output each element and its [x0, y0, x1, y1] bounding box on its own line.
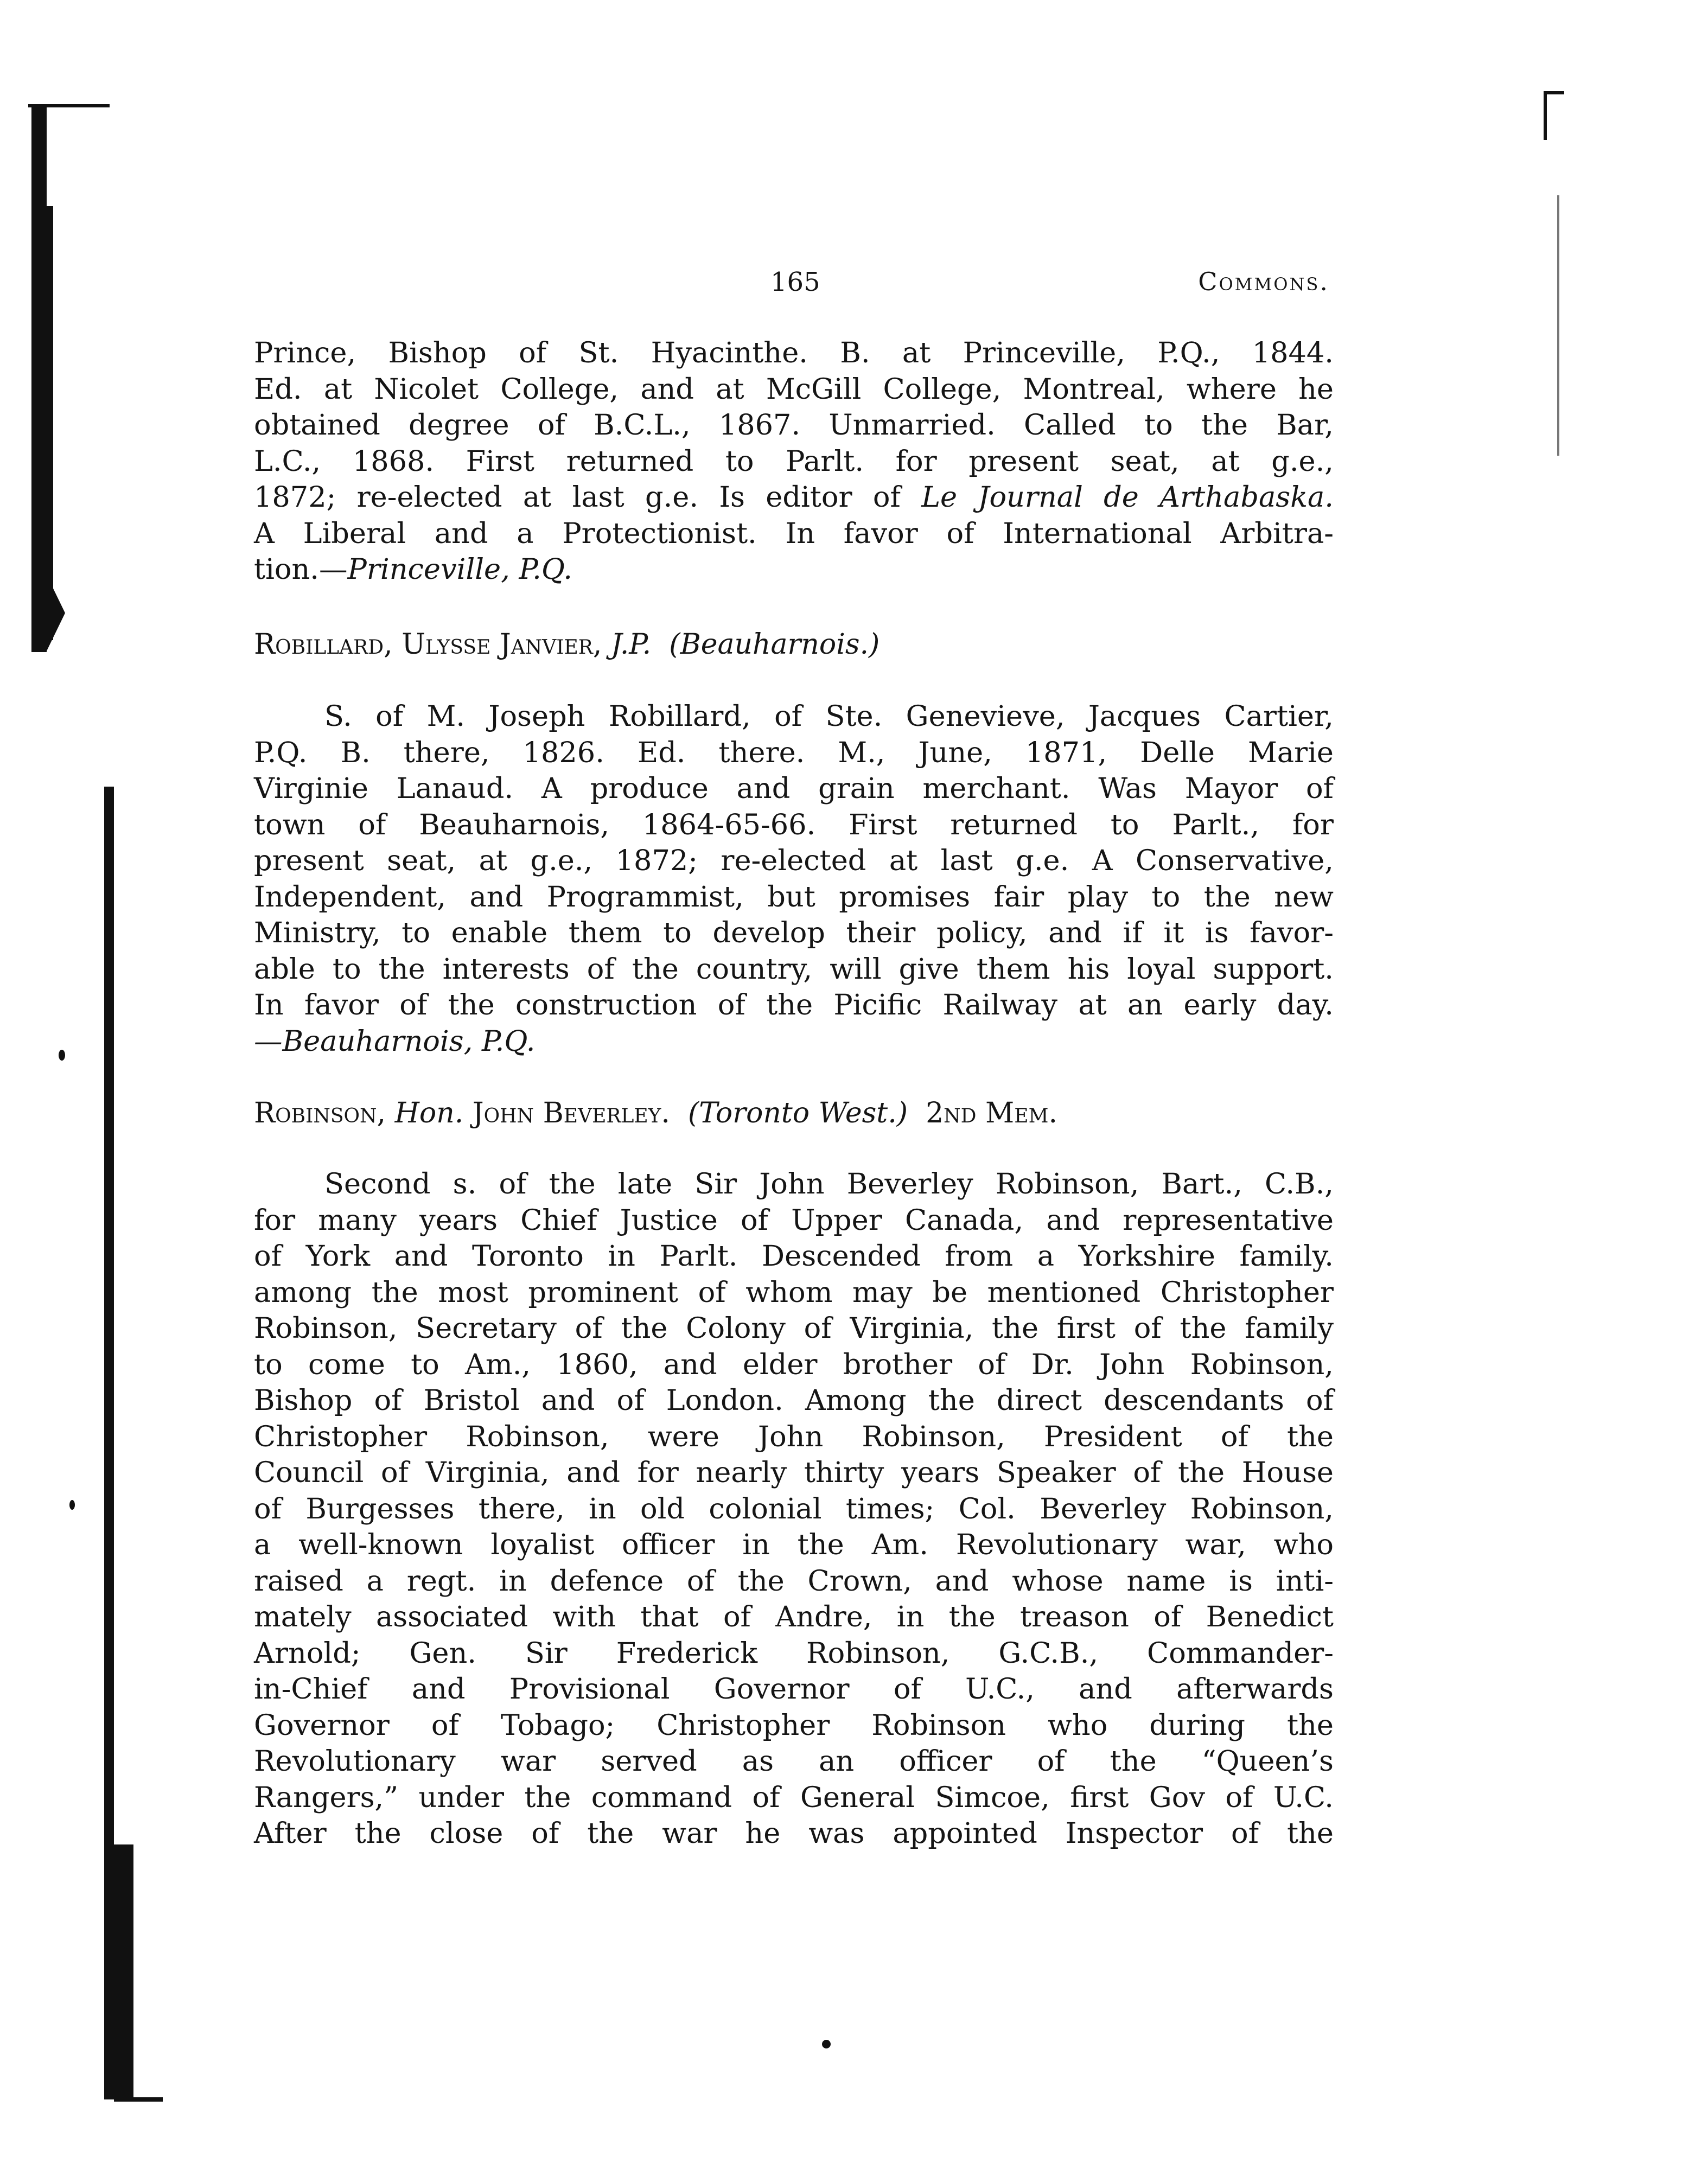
given-names: John Beverley. — [472, 1097, 670, 1129]
text-line: S. of M. Joseph Robillard, of Ste. Genevieve, Jacques Cartier, — [324, 700, 1334, 733]
scan-edge-mark — [1544, 91, 1547, 140]
text-line: Arnold; Gen. Sir Frederick Robinson, G.C.B., Commander- — [254, 1636, 1334, 1670]
text-run: 1872; re-elected at last g.e. Is editor of — [254, 481, 901, 514]
text-line: Bishop of Bristol and of London. Among the direct descendants of — [254, 1384, 1334, 1417]
scan-edge-mark — [31, 104, 47, 652]
scan-edge-mark — [114, 2097, 163, 2102]
member-note: 2nd Mem. — [926, 1097, 1057, 1129]
text-line: mately associated with that of Andre, in the treason of Benedict — [254, 1600, 1334, 1633]
text-line: Revolutionary war served as an officer of the “Queen’s — [254, 1745, 1334, 1778]
title: Hon. — [394, 1097, 464, 1129]
address: Princeville, P.Q. — [347, 553, 572, 586]
text-line: Independent, and Programmist, but promises fair play to the new — [254, 880, 1334, 914]
scan-speck — [69, 1500, 75, 1510]
text-line: in-Chief and Provisional Governor of U.C., and afterwards — [254, 1673, 1334, 1706]
page-number: 165 — [770, 267, 820, 297]
constituency: (Toronto West.) — [688, 1097, 908, 1129]
text-line: P.Q. B. there, 1826. Ed. there. M., June, 1871, Delle Marie — [254, 736, 1334, 769]
text-line: present seat, at g.e., 1872; re-elected at last g.e. A Conservative, — [254, 844, 1334, 877]
entry-robinson — [254, 1166, 1334, 1852]
text-line: raised a regt. in defence of the Crown, and whose name is inti- — [254, 1564, 1334, 1598]
entry-heading-robillard — [254, 628, 880, 661]
text-line: Ministry, to enable them to develop their policy, and if it is favor- — [254, 916, 1334, 949]
running-head: Commons. — [1198, 267, 1329, 296]
text-line: able to the interests of the country, will give them his loyal support. — [254, 952, 1334, 986]
text-line: to come to Am., 1860, and elder brother of Dr. John Robinson, — [254, 1348, 1334, 1381]
entry-continued — [254, 335, 1334, 588]
scan-speck — [59, 1050, 65, 1061]
text-line: Prince, Bishop of St. Hyacinthe. B. at Princeville, P.Q., 1844. — [254, 336, 1334, 369]
text-line: Council of Virginia, and for nearly thirty years Speaker of the House — [254, 1456, 1334, 1489]
text-line: Virginie Lanaud. A produce and grain merchant. Was Mayor of — [254, 772, 1334, 805]
text-line: Christopher Robinson, were John Robinson, President of the — [254, 1420, 1334, 1453]
scan-speck — [822, 2040, 831, 2048]
text-line: Rangers,” under the command of General Simcoe, first Gov of U.C. — [254, 1780, 1334, 1814]
text-line: Second s. of the late Sir John Beverley Robinson, Bart., C.B., — [324, 1167, 1334, 1201]
text-line: Robinson, Secretary of the Colony of Virginia, the first of the family — [254, 1312, 1334, 1345]
text-line: of York and Toronto in Parlt. Descended from a Yorkshire family. — [254, 1240, 1334, 1273]
text-line: of Burgesses there, in old colonial times; Col. Beverley Robinson, — [254, 1492, 1334, 1525]
text-line: town of Beauharnois, 1864-65-66. First returned to Parlt., for — [254, 808, 1334, 841]
scan-edge-mark — [104, 787, 114, 2099]
journal-title: Le Journal de Arthabaska. — [921, 481, 1334, 514]
constituency: (Beauharnois.) — [669, 628, 880, 661]
page-header — [255, 267, 1329, 299]
text-line: A Liberal and a Protectionist. In favor of International Arbitra- — [254, 516, 1334, 550]
surname: Robillard, — [254, 628, 393, 661]
text-line: L.C., 1868. First returned to Parlt. for present seat, at g.e., — [254, 444, 1334, 478]
text-line — [254, 480, 1334, 516]
text-line: After the close of the war he was appointed Inspector of the — [254, 1817, 1334, 1850]
entry-heading-robinson — [254, 1097, 1057, 1129]
text-line — [254, 552, 1334, 588]
scan-edge-mark — [114, 1844, 133, 2099]
text-line: a well-known loyalist officer in the Am. Revolutionary war, who — [254, 1528, 1334, 1561]
address: —Beauharnois, P.Q. — [254, 1024, 536, 1058]
text-line: for many years Chief Justice of Upper Canada, and representative — [254, 1203, 1334, 1237]
entry-robillard — [254, 699, 1334, 1059]
scan-edge-mark — [1557, 195, 1559, 456]
text-run: tion.— — [254, 553, 348, 586]
text-line: obtained degree of B.C.L., 1867. Unmarried. Called to the Bar, — [254, 408, 1334, 442]
given-names: Ulysse Janvier, — [401, 628, 602, 661]
text-line: Ed. at Nicolet College, and at McGill College, Montreal, where he — [254, 372, 1334, 406]
surname: Robinson, — [254, 1097, 386, 1129]
scan-edge-mark — [47, 575, 65, 651]
honorific: J.P. — [610, 628, 652, 661]
text-line: Governor of Tobago; Christopher Robinson who during the — [254, 1708, 1334, 1742]
text-line: among the most prominent of whom may be mentioned Christopher — [254, 1275, 1334, 1309]
text-line: In favor of the construction of the Picific Railway at an early day. — [254, 988, 1334, 1022]
